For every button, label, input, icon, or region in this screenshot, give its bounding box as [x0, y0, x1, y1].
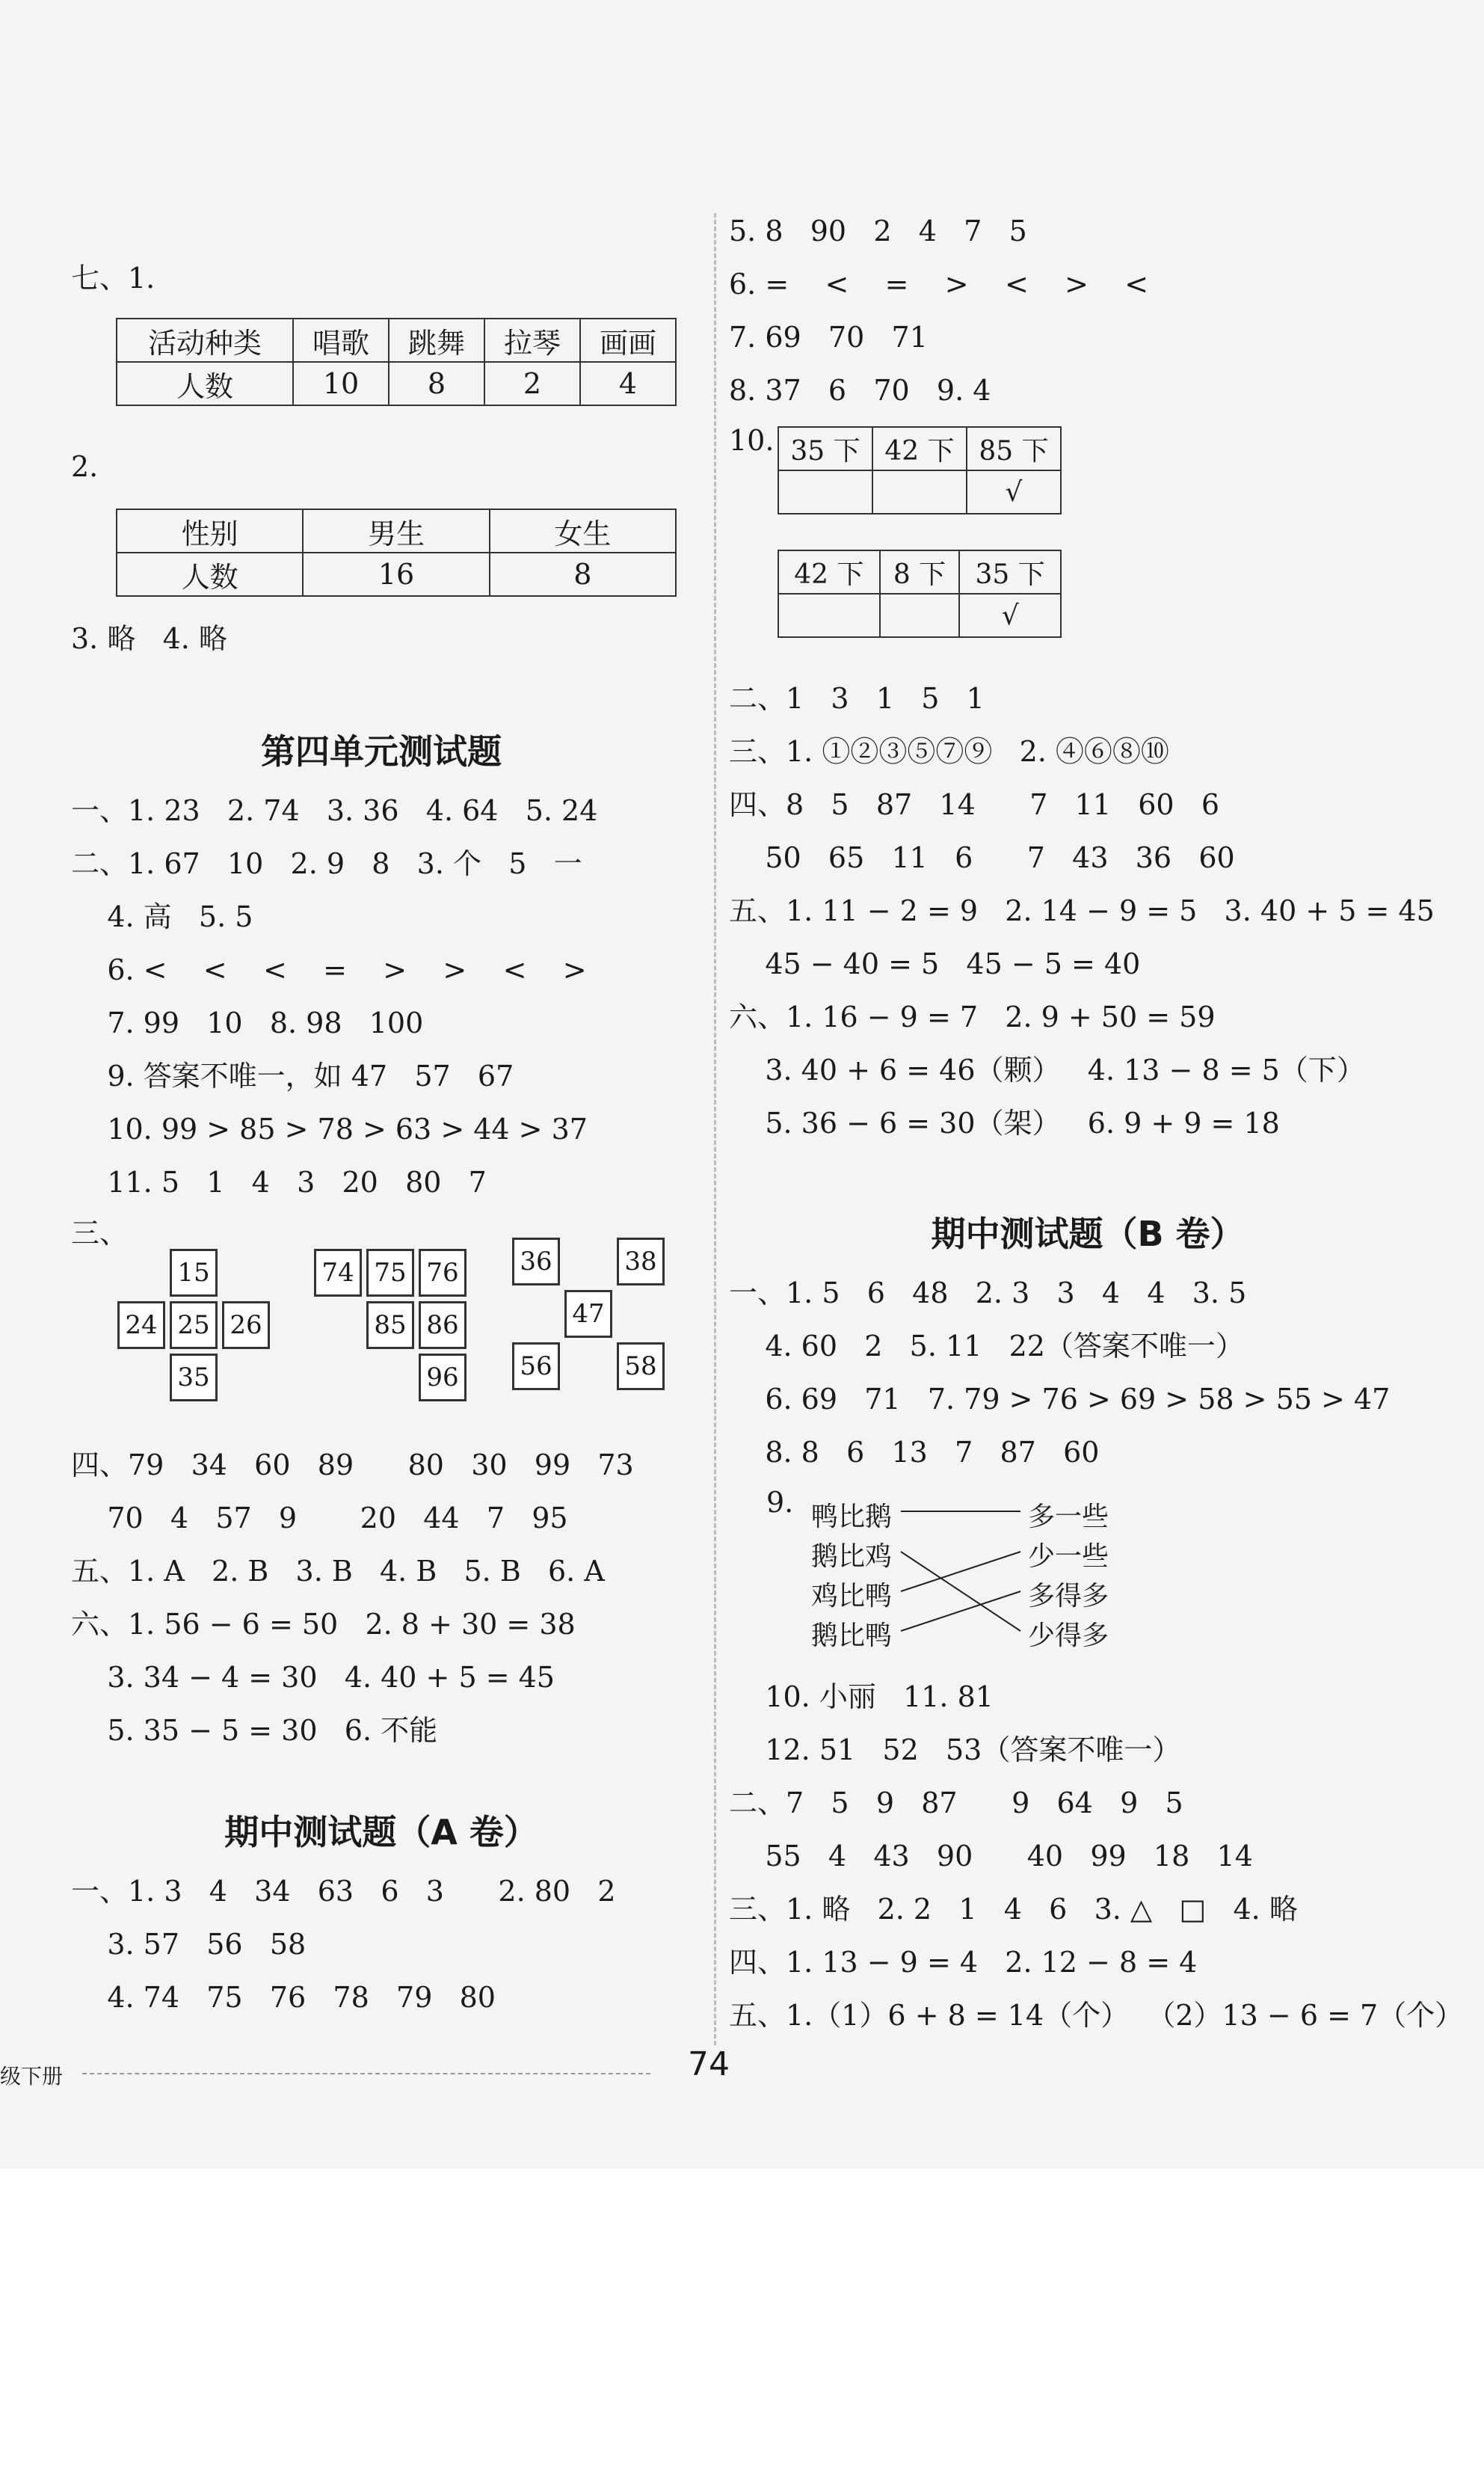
table-cell: 35 下	[959, 550, 1061, 594]
text-line: 6. 69 71 7. 79 > 76 > 69 > 58 > 55 > 47	[729, 1383, 1391, 1416]
text-line: 5. 36 − 6 = 30（架） 6. 9 + 9 = 18	[729, 1107, 1280, 1140]
text-line: 4. 60 2 5. 11 22（答案不唯一）	[729, 1330, 1244, 1363]
jump-check-table-1	[778, 426, 1062, 514]
grid-cell: 26	[222, 1301, 270, 1349]
table-cell: 拉琴	[484, 319, 580, 362]
match-left-item: 鸡比鸭	[811, 1581, 893, 1612]
match-right-item: 多得多	[1028, 1581, 1109, 1612]
table-cell	[778, 470, 872, 514]
table-cell: 4	[580, 362, 676, 405]
text-line: 一、1. 23 2. 74 3. 36 4. 64 5. 24	[71, 794, 598, 827]
text-line: 55 4 43 90 40 99 18 14	[729, 1840, 1253, 1873]
table-cell: 男生	[303, 509, 489, 553]
midterm-a-title: 期中测试题（A 卷）	[224, 1812, 538, 1852]
gender-table	[116, 509, 677, 597]
text-line: 11. 5 1 4 3 20 80 7	[71, 1166, 487, 1199]
table-cell: 人数	[117, 362, 293, 405]
text-line: 一、1. 5 6 48 2. 3 3 4 4 3. 5	[729, 1277, 1247, 1309]
table-cell: 35 下	[778, 427, 872, 470]
text-line: 3. 57 56 58	[71, 1928, 307, 1961]
table-row	[778, 594, 1061, 637]
table-row	[778, 470, 1061, 514]
match-right-item: 少得多	[1028, 1620, 1109, 1651]
table-cell	[880, 594, 960, 637]
table-cell: 女生	[490, 509, 676, 553]
match-right-item: 多一些	[1028, 1502, 1109, 1532]
text-line: 9. 答案不唯一，如 47 57 67	[71, 1060, 514, 1093]
table-cell: 8	[389, 362, 484, 405]
text-line: 50 65 11 6 7 43 36 60	[729, 841, 1235, 874]
grid-cell: 15	[170, 1249, 218, 1297]
table-cell: 画画	[580, 319, 676, 362]
midterm-b-title: 期中测试题（B 卷）	[931, 1214, 1245, 1254]
q10-label: 10.	[729, 424, 775, 457]
text-line: 6. < < < = > > < >	[71, 953, 587, 986]
grid-cell: 96	[419, 1354, 467, 1401]
jump-check-table-2	[778, 550, 1062, 638]
activity-table	[116, 318, 677, 406]
table-cell: 42 下	[778, 550, 880, 594]
table-cell: 活动种类	[117, 319, 293, 362]
text-line: 7. 99 10 8. 98 100	[71, 1007, 424, 1039]
table-cell: 人数	[117, 553, 303, 596]
table-cell	[778, 594, 880, 637]
text-line: 10. 99 > 85 > 78 > 63 > 44 > 37	[71, 1113, 588, 1146]
text-line: 5. 8 90 2 4 7 5	[729, 215, 1027, 248]
text-line: 三、1. ①②③⑤⑦⑨ 2. ④⑥⑧⑩	[729, 735, 1169, 768]
text-line: 五、1. 11 − 2 = 9 2. 14 − 9 = 5 3. 40 + 5 = 45	[729, 894, 1435, 927]
table-cell	[872, 470, 967, 514]
text-line: 六、1. 56 − 6 = 50 2. 8 + 30 = 38	[71, 1608, 576, 1641]
grid-cell: 25	[170, 1301, 218, 1349]
grid-cell: 35	[170, 1354, 218, 1401]
table-header-row	[778, 550, 1061, 594]
table-header-row	[117, 319, 676, 362]
text-line: 四、79 34 60 89 80 30 99 73	[71, 1449, 634, 1481]
grid-cell: 36	[512, 1238, 560, 1285]
table-header-row	[117, 509, 676, 553]
grid-cell: 56	[512, 1342, 560, 1390]
q9-label: 9.	[766, 1486, 794, 1519]
table-header-row	[778, 427, 1061, 470]
q7-2-label: 2.	[71, 450, 99, 483]
footer-book-label: 级下册	[0, 2064, 64, 2089]
grid-cell: 75	[366, 1249, 414, 1297]
text-line: 3. 34 − 4 = 30 4. 40 + 5 = 45	[71, 1661, 555, 1694]
column-divider	[714, 213, 716, 2045]
text-line: 6. = < = > < > <	[729, 268, 1149, 301]
text-line: 二、1. 67 10 2. 9 8 3. 个 5 一	[71, 847, 582, 880]
match-right-item: 少一些	[1028, 1541, 1109, 1572]
q7-1-label: 七、1.	[71, 262, 156, 295]
q3-label: 三、	[71, 1217, 129, 1250]
match-left-item: 鹅比鸭	[811, 1620, 893, 1651]
text-line: 二、1 3 1 5 1	[729, 682, 985, 715]
matching-diagram	[811, 1492, 1140, 1664]
text-line: 五、1. A 2. B 3. B 4. B 5. B 6. A	[71, 1555, 605, 1588]
unit4-title: 第四单元测试题	[261, 731, 502, 772]
text-line: 8. 37 6 70 9. 4	[729, 374, 991, 407]
text-line: 二、7 5 9 87 9 64 9 5	[729, 1787, 1183, 1819]
text-line: 一、1. 3 4 34 63 6 3 2. 80 2	[71, 1875, 616, 1908]
table-cell: 16	[303, 553, 489, 596]
grid-cell: 24	[117, 1301, 165, 1349]
text-line: 3. 40 + 6 = 46（颗） 4. 13 − 8 = 5（下）	[729, 1054, 1365, 1087]
table-row	[117, 553, 676, 596]
text-line: 三、1. 略 2. 2 1 4 6 3. △ □ 4. 略	[729, 1893, 1298, 1926]
text-line: 4. 高 5. 5	[71, 900, 253, 933]
grid-cell: 58	[617, 1342, 665, 1390]
match-left-item: 鸭比鹅	[811, 1502, 893, 1532]
table-cell: 10	[293, 362, 389, 405]
page-number: 74	[688, 2045, 730, 2083]
text-line: 8. 8 6 13 7 87 60	[729, 1436, 1100, 1469]
grid-cell: 38	[617, 1238, 665, 1285]
table-cell: 42 下	[872, 427, 967, 470]
text-line: 12. 51 52 53（答案不唯一）	[729, 1733, 1181, 1766]
table-cell: 8 下	[880, 550, 960, 594]
text-line: 45 − 40 = 5 45 − 5 = 40	[729, 947, 1141, 980]
text-line: 70 4 57 9 20 44 7 95	[71, 1502, 568, 1535]
table-cell: 2	[484, 362, 580, 405]
grid-cell: 85	[366, 1301, 414, 1349]
text-line: 5. 35 − 5 = 30 6. 不能	[71, 1714, 438, 1747]
table-cell: 跳舞	[389, 319, 484, 362]
grid-cell: 74	[314, 1249, 362, 1297]
grid-cell: 47	[564, 1290, 612, 1338]
table-row	[117, 362, 676, 405]
table-cell: 性别	[117, 509, 303, 553]
check-mark: √	[959, 594, 1061, 637]
grid-cell: 86	[419, 1301, 467, 1349]
check-mark: √	[967, 470, 1061, 514]
text-line: 10. 小丽 11. 81	[729, 1680, 994, 1713]
table-cell: 85 下	[967, 427, 1061, 470]
match-left-item: 鹅比鸡	[811, 1541, 893, 1572]
table-cell: 唱歌	[293, 319, 389, 362]
grid-cell: 76	[419, 1249, 467, 1297]
table-cell: 8	[490, 553, 676, 596]
footer-divider	[82, 2073, 650, 2074]
text-line: 四、8 5 87 14 7 11 60 6	[729, 788, 1220, 821]
text-line: 四、1. 13 − 9 = 4 2. 12 − 8 = 4	[729, 1946, 1198, 1979]
text-line: 五、1.（1）6 + 8 = 14（个） （2）13 − 6 = 7（个）	[729, 1999, 1464, 2032]
text-line: 7. 69 70 71	[729, 321, 928, 354]
text-line: 4. 74 75 76 78 79 80	[71, 1981, 496, 2014]
q7-3-line: 3. 略 4. 略	[71, 622, 227, 655]
text-line: 六、1. 16 − 9 = 7 2. 9 + 50 = 59	[729, 1001, 1216, 1033]
